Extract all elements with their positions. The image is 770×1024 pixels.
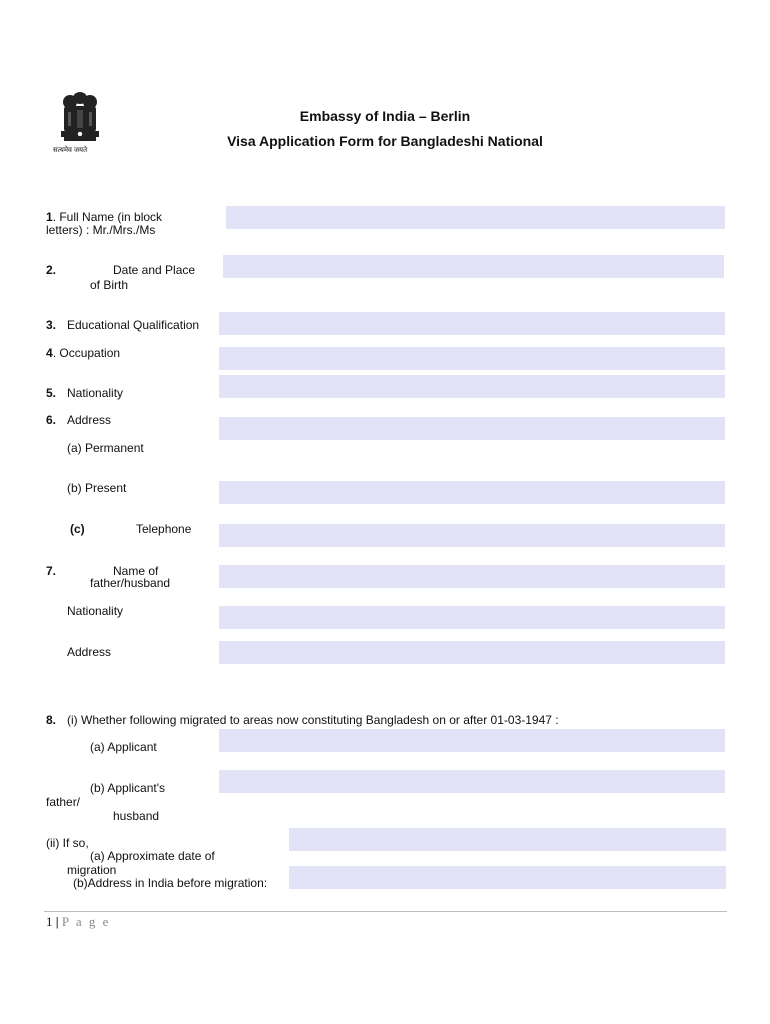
q1-number: 1	[46, 210, 53, 224]
national-emblem	[50, 88, 110, 162]
q6c-number: (c)	[70, 522, 85, 536]
occupation-field[interactable]	[219, 347, 725, 370]
page-footer	[46, 914, 110, 930]
q8-number: 8.	[46, 713, 57, 727]
q1-label-line1	[46, 210, 162, 224]
q6a-permanent-label: (a) Permanent	[67, 441, 144, 455]
emblem-motto: सत्यमेव जयते	[53, 147, 88, 154]
present-address-field[interactable]	[219, 481, 725, 504]
father-husband-name-field[interactable]	[219, 565, 725, 588]
q1-label: . Full Name (in block	[52, 210, 163, 224]
permanent-address-field[interactable]	[219, 417, 725, 440]
q8-ii-label: (ii) If so,	[46, 836, 89, 850]
q4-label-line	[46, 346, 120, 360]
q8-ii-a-label-line2: migration	[67, 863, 117, 877]
nationality-field[interactable]	[219, 375, 725, 398]
address-before-migration-field[interactable]	[289, 866, 726, 889]
q7-nationality-label: Nationality	[67, 604, 124, 618]
q2-number: 2.	[46, 263, 57, 277]
document-subtitle: Visa Application Form for Bangladeshi National	[227, 133, 543, 149]
q6-number: 6.	[46, 413, 57, 427]
q4-label: . Occupation	[52, 346, 121, 360]
q6-label: Address	[67, 413, 112, 427]
q3-number: 3.	[46, 318, 57, 332]
page-word: P a g e	[61, 914, 111, 929]
date-place-of-birth-field[interactable]	[223, 255, 724, 278]
q8-ii-a-label: (a) Approximate date of	[90, 849, 215, 863]
q8-i-question: (i) Whether following migrated to areas now constituting Bangladesh on or after 01-03-1947 :	[67, 713, 559, 727]
q1-label-line2: letters) : Mr./Mrs./Ms	[46, 223, 156, 237]
telephone-field[interactable]	[219, 524, 725, 547]
applicant-migration-field[interactable]	[219, 729, 725, 752]
q8-a-applicant-label: (a) Applicant	[90, 740, 157, 754]
q8-b-label-line1: (b) Applicant's	[90, 781, 165, 795]
q7-label-line2: father/husband	[90, 576, 171, 590]
father-husband-nationality-field[interactable]	[219, 606, 725, 629]
father-husband-address-field[interactable]	[219, 641, 725, 664]
q4-number: 4	[46, 346, 53, 360]
q2-label-line1: Date and Place	[113, 263, 196, 277]
migration-date-field[interactable]	[289, 828, 726, 851]
q7-number: 7.	[46, 564, 57, 578]
q7-address-label: Address	[67, 645, 112, 659]
q8-b-label-line2: father/	[46, 795, 81, 809]
q8-ii-b-label: (b)Address in India before migration:	[73, 876, 268, 890]
footer-rule	[44, 911, 727, 912]
q8-b-label-line3: husband	[113, 809, 160, 823]
footer-separator: |	[55, 914, 59, 929]
q6c-telephone-label: Telephone	[136, 522, 192, 536]
q6b-present-label: (b) Present	[67, 481, 127, 495]
document-title: Embassy of India – Berlin	[299, 108, 471, 124]
q5-number: 5.	[46, 386, 57, 400]
page-number: 1	[46, 914, 53, 929]
full-name-field[interactable]	[226, 206, 725, 229]
q2-label-line2: of Birth	[90, 278, 129, 292]
q7-label-line1: Name of	[113, 564, 159, 578]
educational-qualification-field[interactable]	[219, 312, 725, 335]
q5-label: Nationality	[67, 386, 124, 400]
father-husband-migration-field[interactable]	[219, 770, 725, 793]
q3-label: Educational Qualification	[67, 318, 200, 332]
